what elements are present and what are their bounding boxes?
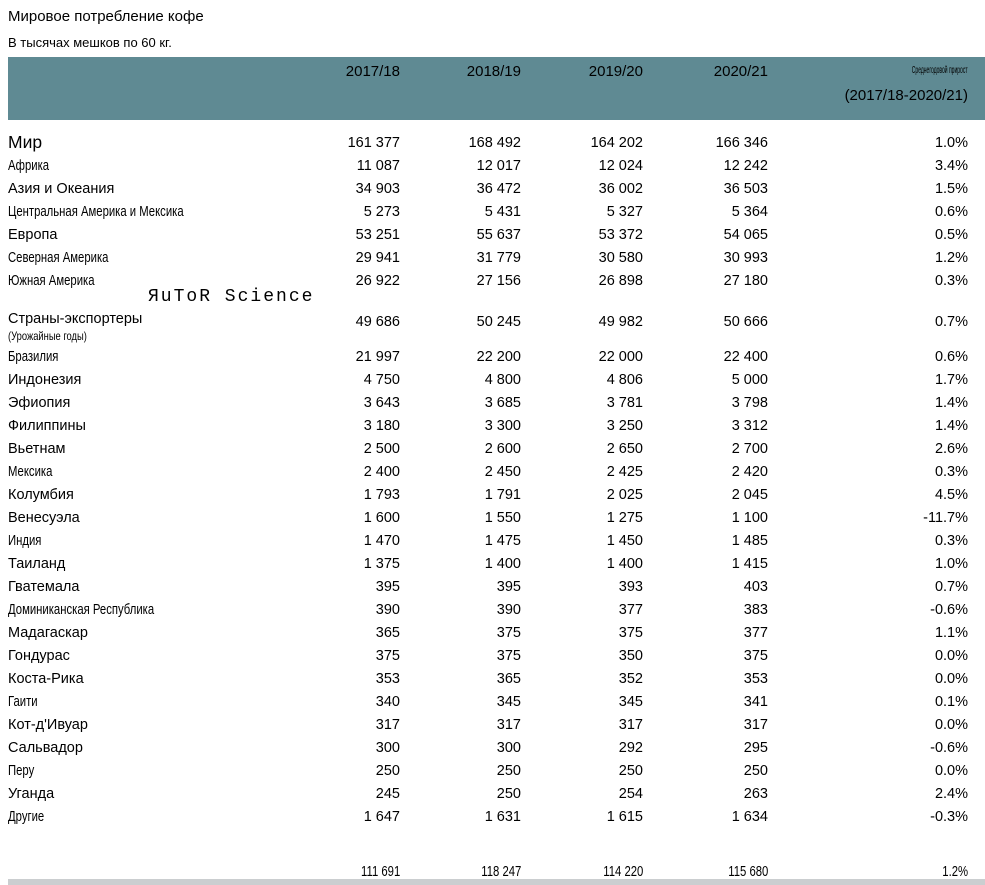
value-2018-19: 36 472	[476, 180, 521, 197]
table-row	[8, 154, 985, 177]
value-2019-20: 393	[618, 578, 643, 595]
table-row	[8, 713, 985, 736]
value-2017-18: 1 647	[363, 808, 400, 825]
table-row	[8, 598, 985, 621]
value-growth: 3.4%	[934, 157, 968, 174]
value-2019-20: 292	[618, 739, 643, 756]
table-row	[8, 690, 985, 713]
value-2020-21: 3 312	[731, 417, 768, 434]
table-row	[8, 391, 985, 414]
row-label: Таиланд	[8, 555, 66, 572]
row-label: Азия и Океания	[8, 180, 115, 197]
value-2020-21: 403	[743, 578, 768, 595]
value-2018-19: 31 779	[476, 249, 521, 266]
value-growth: 2.6%	[934, 440, 968, 457]
value-2020-21: 341	[743, 693, 768, 710]
table-row	[8, 782, 985, 805]
value-2017-18: 365	[375, 624, 400, 641]
value-2018-19: 1 550	[484, 509, 521, 526]
value-2020-21: 1 634	[731, 808, 768, 825]
table-row	[8, 759, 985, 782]
value-2018-19: 3 300	[484, 417, 521, 434]
table-row	[8, 575, 985, 598]
value-growth: 1.7%	[934, 371, 968, 388]
row-label: Уганда	[8, 785, 55, 802]
value-2017-18: 11 087	[356, 157, 400, 174]
value-2018-19: 5 431	[484, 203, 521, 220]
value-growth: -11.7%	[923, 509, 968, 526]
value-2017-18: 1 470	[363, 532, 400, 549]
value-2017-18: 1 375	[363, 555, 400, 572]
row-label: Страны-экспортеры (Урожайные годы)	[8, 311, 252, 345]
value-2019-20: 352	[618, 670, 643, 687]
row-label: Вьетнам	[8, 440, 66, 457]
row-label: Эфиопия	[8, 394, 71, 411]
table-header-band	[8, 57, 985, 120]
row-label: Гаити	[8, 693, 38, 710]
value-2018-19: 118 247	[480, 863, 521, 880]
header-growth-range: (2017/18-2020/21)	[844, 87, 968, 104]
table-row	[8, 621, 985, 644]
value-2018-19: 250	[496, 785, 521, 802]
value-2017-18: 3 643	[363, 394, 400, 411]
value-2018-19: 22 200	[476, 348, 521, 365]
value-2020-21: 263	[743, 785, 768, 802]
row-label: Сальвадор	[8, 739, 83, 756]
value-2019-20: 3 781	[606, 394, 643, 411]
value-2017-18: 4 750	[363, 371, 400, 388]
value-2017-18: 1 793	[363, 486, 400, 503]
value-growth: -0.6%	[930, 601, 968, 618]
value-2020-21: 54 065	[723, 226, 768, 243]
value-2019-20: 114 220	[602, 863, 643, 880]
value-2020-21: 27 180	[723, 272, 768, 289]
row-label: Колумбия	[8, 486, 74, 503]
value-growth: 1.1%	[934, 624, 968, 641]
value-2019-20: 1 400	[606, 555, 643, 572]
table-row	[8, 223, 985, 246]
value-2018-19: 55 637	[476, 226, 521, 243]
value-2020-21: 30 993	[723, 249, 768, 266]
table-row	[8, 345, 985, 368]
value-2020-21: 250	[743, 762, 768, 779]
value-2020-21: 383	[743, 601, 768, 618]
value-2019-20: 4 806	[606, 371, 643, 388]
value-2020-21: 166 346	[715, 134, 768, 151]
value-growth: 0.3%	[934, 272, 968, 289]
value-growth: 0.3%	[934, 463, 968, 480]
header-year-2020-21: 2020/21	[713, 63, 768, 80]
row-label: Перу	[8, 762, 35, 779]
value-2018-19: 27 156	[476, 272, 521, 289]
value-2018-19: 375	[496, 647, 521, 664]
page-subtitle: В тысячах мешков по 60 кг.	[8, 35, 172, 50]
value-2017-18: 49 686	[355, 314, 400, 330]
value-2019-20: 1 275	[606, 509, 643, 526]
table-row	[8, 269, 985, 292]
value-2020-21: 1 415	[731, 555, 768, 572]
value-2019-20: 254	[618, 785, 643, 802]
value-2018-19: 395	[496, 578, 521, 595]
value-growth: 1.2%	[942, 863, 968, 880]
value-2018-19: 50 245	[476, 314, 521, 330]
value-2017-18: 250	[375, 762, 400, 779]
value-2019-20: 2 650	[606, 440, 643, 457]
row-label: Центральная Америка и Мексика	[8, 203, 184, 220]
value-2019-20: 375	[618, 624, 643, 641]
row-sublabel: (Урожайные годы)	[8, 329, 87, 343]
value-2020-21: 295	[743, 739, 768, 756]
watermark-text: ЯuToR Science	[148, 287, 315, 307]
row-label: Гондурас	[8, 647, 70, 664]
value-2018-19: 3 685	[484, 394, 521, 411]
row-label: Мадагаскар	[8, 624, 88, 641]
row-label: Кот-д'Ивуар	[8, 716, 88, 733]
value-2018-19: 1 400	[484, 555, 521, 572]
value-2018-19: 2 450	[484, 463, 521, 480]
value-2017-18: 161 377	[347, 134, 400, 151]
row-label: Африка	[8, 157, 50, 174]
value-growth: 2.4%	[934, 785, 968, 802]
value-2019-20: 345	[618, 693, 643, 710]
value-2019-20: 22 000	[598, 348, 643, 365]
value-growth: 0.6%	[934, 348, 968, 365]
row-label: Северная Америка	[8, 249, 109, 266]
table-row	[8, 529, 985, 552]
value-growth: -0.3%	[930, 808, 968, 825]
header-year-2017-18: 2017/18	[345, 63, 400, 80]
value-growth: 0.0%	[934, 716, 968, 733]
header-year-2018-19: 2018/19	[466, 63, 521, 80]
value-2019-20: 3 250	[606, 417, 643, 434]
row-label: Доминиканская Республика	[8, 601, 155, 618]
value-2020-21: 3 798	[731, 394, 768, 411]
value-2018-19: 317	[496, 716, 521, 733]
value-2019-20: 377	[618, 601, 643, 618]
value-2019-20: 250	[618, 762, 643, 779]
value-growth: 1.0%	[934, 555, 968, 572]
value-2020-21: 12 242	[723, 157, 768, 174]
row-label: Индия	[8, 532, 42, 549]
table-row	[8, 414, 985, 437]
value-2020-21: 115 680	[727, 863, 768, 880]
value-2017-18: 390	[375, 601, 400, 618]
table-row	[8, 131, 985, 154]
value-2017-18: 5 273	[363, 203, 400, 220]
row-label: Южная Америка	[8, 272, 95, 289]
value-2020-21: 2 420	[731, 463, 768, 480]
value-2017-18: 1 600	[363, 509, 400, 526]
value-2018-19: 1 791	[484, 486, 521, 503]
value-growth: 1.2%	[934, 249, 968, 266]
value-2018-19: 1 475	[484, 532, 521, 549]
value-growth: 0.3%	[934, 532, 968, 549]
value-growth: 1.4%	[934, 417, 968, 434]
row-label: Индонезия	[8, 371, 82, 388]
value-2019-20: 2 425	[606, 463, 643, 480]
value-2017-18: 29 941	[355, 249, 400, 266]
row-label: Европа	[8, 226, 58, 243]
value-2019-20: 36 002	[598, 180, 643, 197]
table-row	[8, 644, 985, 667]
table-row	[8, 368, 985, 391]
table-header-row	[8, 57, 985, 80]
value-2020-21: 353	[743, 670, 768, 687]
value-2020-21: 1 100	[731, 509, 768, 526]
table-row	[8, 200, 985, 223]
table-body	[8, 131, 985, 828]
row-label: Венесуэла	[8, 509, 80, 526]
table-row	[8, 667, 985, 690]
table-row	[8, 246, 985, 269]
value-growth: 0.0%	[934, 762, 968, 779]
value-2019-20: 49 982	[598, 314, 643, 330]
table-row	[8, 552, 985, 575]
value-2019-20: 30 580	[598, 249, 643, 266]
value-2020-21: 36 503	[723, 180, 768, 197]
value-growth: 0.0%	[934, 670, 968, 687]
value-2017-18: 53 251	[355, 226, 400, 243]
row-label: Гватемала	[8, 578, 80, 595]
value-2019-20: 2 025	[606, 486, 643, 503]
value-2017-18: 111 691	[360, 863, 400, 880]
value-growth: 0.0%	[934, 647, 968, 664]
row-label: Мир	[8, 132, 43, 152]
value-2018-19: 250	[496, 762, 521, 779]
value-2018-19: 300	[496, 739, 521, 756]
row-label: Мексика	[8, 463, 53, 480]
value-growth: 4.5%	[934, 486, 968, 503]
value-2019-20: 5 327	[606, 203, 643, 220]
value-2019-20: 1 450	[606, 532, 643, 549]
value-2018-19: 345	[496, 693, 521, 710]
value-growth: 1.4%	[934, 394, 968, 411]
value-growth: 0.7%	[934, 314, 968, 330]
header-growth-cell	[768, 57, 968, 63]
value-growth: 0.7%	[934, 578, 968, 595]
table-row	[8, 506, 985, 529]
value-2019-20: 1 615	[606, 808, 643, 825]
value-2017-18: 34 903	[355, 180, 400, 197]
value-2019-20: 164 202	[590, 134, 643, 151]
value-2017-18: 395	[375, 578, 400, 595]
value-growth: 0.6%	[934, 203, 968, 220]
value-growth: -0.6%	[930, 739, 968, 756]
value-2018-19: 4 800	[484, 371, 521, 388]
value-growth: 0.5%	[934, 226, 968, 243]
value-2020-21: 22 400	[723, 348, 768, 365]
value-2017-18: 300	[375, 739, 400, 756]
header-year-2019-20: 2019/20	[588, 63, 643, 80]
value-2017-18: 245	[375, 785, 400, 802]
value-2018-19: 1 631	[484, 808, 521, 825]
value-2017-18: 375	[375, 647, 400, 664]
row-label: Другие	[8, 808, 45, 825]
row-label: Коста-Рика	[8, 670, 84, 687]
value-2020-21: 5 364	[731, 203, 768, 220]
value-2020-21: 5 000	[731, 371, 768, 388]
value-2017-18: 21 997	[355, 348, 400, 365]
value-2017-18: 2 500	[363, 440, 400, 457]
value-2017-18: 317	[375, 716, 400, 733]
table-row	[8, 311, 985, 345]
table-row	[8, 483, 985, 506]
value-2017-18: 26 922	[355, 272, 400, 289]
value-2018-19: 390	[496, 601, 521, 618]
value-2018-19: 365	[496, 670, 521, 687]
value-2017-18: 3 180	[363, 417, 400, 434]
table-row	[8, 177, 985, 200]
value-2020-21: 1 485	[731, 532, 768, 549]
value-growth: 1.5%	[934, 180, 968, 197]
value-2020-21: 50 666	[723, 314, 768, 330]
value-2019-20: 53 372	[598, 226, 643, 243]
row-label: Филиппины	[8, 417, 86, 434]
value-2019-20: 317	[618, 716, 643, 733]
value-2020-21: 375	[743, 647, 768, 664]
value-2017-18: 353	[375, 670, 400, 687]
value-2020-21: 377	[743, 624, 768, 641]
value-2018-19: 12 017	[476, 157, 521, 174]
header-growth-label: Среднегодовой прирост	[912, 65, 968, 76]
header-spacer-cell	[8, 57, 252, 63]
value-2018-19: 375	[496, 624, 521, 641]
value-2020-21: 317	[743, 716, 768, 733]
value-2020-21: 2 045	[731, 486, 768, 503]
page-title: Мировое потребление кофе	[8, 8, 204, 25]
value-2018-19: 168 492	[468, 134, 521, 151]
table-row	[8, 460, 985, 483]
table-row	[8, 805, 985, 828]
row-label: Бразилия	[8, 348, 59, 365]
value-2018-19: 2 600	[484, 440, 521, 457]
value-growth: 0.1%	[934, 693, 968, 710]
value-2020-21: 2 700	[731, 440, 768, 457]
table-row	[8, 437, 985, 460]
value-2019-20: 26 898	[598, 272, 643, 289]
value-2017-18: 2 400	[363, 463, 400, 480]
value-growth: 1.0%	[934, 134, 968, 151]
value-2019-20: 12 024	[598, 157, 643, 174]
footer-bar	[8, 879, 985, 885]
value-2019-20: 350	[618, 647, 643, 664]
table-row	[8, 736, 985, 759]
value-2017-18: 340	[375, 693, 400, 710]
